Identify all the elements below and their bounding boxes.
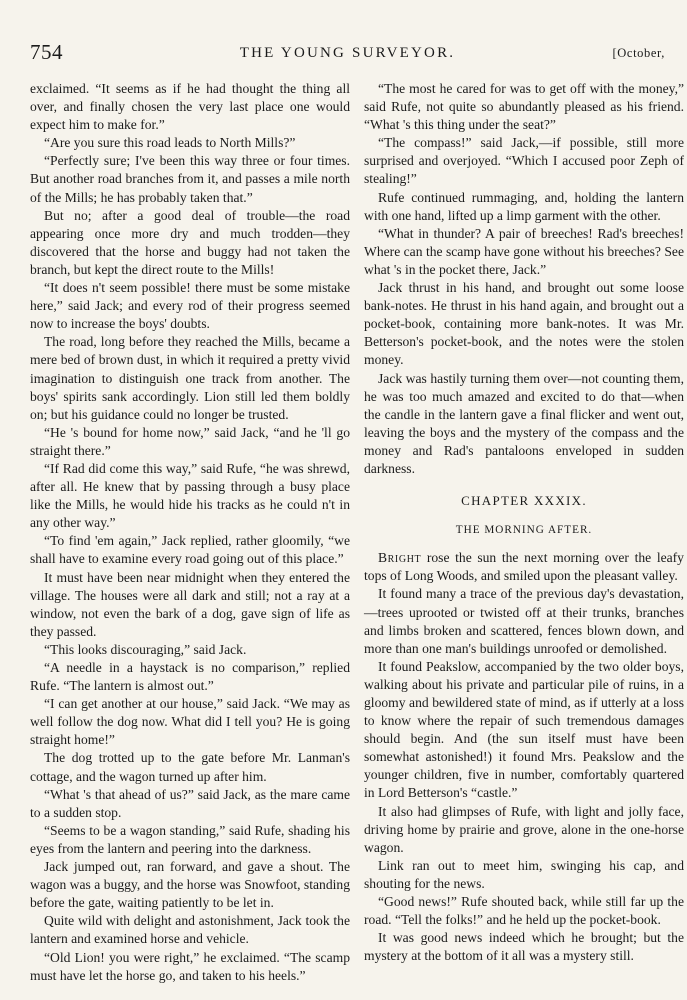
paragraph: “This looks discouraging,” said Jack.	[44, 641, 247, 657]
paragraph: Rufe continued rummaging, and, holding the lantern with one hand, lifted up a limp garment with the other.	[364, 189, 684, 223]
running-title: THE YOUNG SURVEYOR.	[239, 45, 456, 61]
opening-paragraph	[364, 549, 684, 585]
paragraph: It must have been near midnight when they entered the village. The houses were all dark and still; not a ray at a window, not even the bark of a dog, gave sign of life as they passed.	[30, 569, 350, 639]
month-label: [October,	[612, 46, 665, 60]
paragraph: Jack was hastily turning them over—not counting them, he was too much amazed and excited to do that—when the candle in the lantern gave a final flicker and went out, leaving the boys and the mystery of the compass and the money and Rad's pantaloons enveloped in sudden darkness.	[364, 370, 684, 476]
paragraph: “Old Lion! you were right,” he exclaimed. “The scamp must have let the horse go, and taken to his heels.”	[30, 949, 350, 983]
left-column	[30, 80, 350, 985]
paragraph: “To find 'em again,” Jack replied, rather gloomily, “we shall have to examine every road going out of this place.”	[30, 533, 350, 567]
paragraph: It was good news indeed which he brought; but the mystery at the bottom of it all was a mystery still.	[364, 930, 684, 964]
paragraph: It also had glimpses of Rufe, with light and jolly face, driving home by prairie and grove, alone in the one-horse wagon.	[364, 803, 684, 855]
paragraph: Jack thrust in his hand, and brought out some loose bank-notes. He thrust in his hand again, and brought out a pocket-book, containing more bank-notes. It was Mr. Betterson's pocket-book, and the notes were the stolen money.	[364, 280, 684, 368]
paragraph: “He 's bound for home now,” said Jack, “and he 'll go straight there.”	[30, 424, 350, 458]
paragraph: “Perfectly sure; I've been this way three or four times. But another road branches from it, and passes a mile north of the Mills; he has probably taken that.”	[30, 153, 350, 205]
opening-word: Bright	[378, 550, 422, 566]
paragraph: But no; after a good deal of trouble—the road appearing once more dry and much trodden—they discovered that the horse and buggy had not taken the branch, but kept the direct route to the Mills!	[30, 207, 350, 277]
paragraph: “The most he cared for was to get off with the money,” said Rufe, not quite so abundantly pleased as his friend. “What 's this thing under the seat?”	[364, 81, 684, 133]
paragraph: Jack jumped out, ran forward, and gave a shout. The wagon was a buggy, and the horse was Snowfoot, standing before the gate, waiting patiently to be let in.	[30, 859, 350, 911]
paragraph: “Are you sure this road leads to North Mills?”	[44, 135, 296, 151]
paragraph: “What 's that ahead of us?” said Jack, as the mare came to a sudden stop.	[30, 786, 350, 820]
page-header	[30, 40, 665, 70]
chapter-heading: CHAPTER XXXIX.	[461, 493, 587, 509]
paragraph: “A needle in a haystack is no comparison,” replied Rufe. “The lantern is almost out.”	[30, 660, 350, 694]
paragraph: It found Peakslow, accompanied by the two older boys, walking about his private and particular pile of ruins, in a gloomy and bewildered state of mind, as if utterly at a loss to know where the repair of such tremendous damages should begin. And (the sun itself must have been somewhat astonished!) it found Mrs. Peakslow and the younger children, five in number, comfortably quartered in Lord Betterson's “castle.”	[364, 658, 684, 801]
paragraph: “If Rad did come this way,” said Rufe, “he was shrewd, after all. He knew that by passing through a busy place like the Mills, he would hide his tracks as he could n't in any other way.”	[30, 460, 350, 531]
paragraph: “The compass!” said Jack,—if possible, still more surprised and overjoyed. “Which I accused poor Zeph of stealing!”	[364, 135, 684, 187]
paragraph: “What in thunder? A pair of breeches! Rad's breeches! Where can the scamp have gone without his breeches? See what 's in the pocket there, Jack.”	[364, 225, 684, 277]
paragraph: Quite wild with delight and astonishment, Jack took the lantern and examined horse and vehicle.	[30, 913, 350, 947]
paragraph: “Seems to be a wagon standing,” said Rufe, shading his eyes from the lantern and peering into the darkness.	[30, 822, 350, 856]
paragraph: Link ran out to meet him, swinging his cap, and shouting for the news.	[364, 857, 684, 891]
right-column	[364, 80, 684, 965]
paragraph: It found many a trace of the previous day's devastation,—trees uprooted or twisted off at their trunks, branches and limbs broken and scattered, fences blown down, and more than one man's buildings unroofed or demolished.	[364, 586, 684, 656]
paragraph: “Good news!” Rufe shouted back, while still far up the road. “Tell the folks!” and he held up the pocket-book.	[364, 894, 684, 928]
opening-text: rose the sun the next morning over the leafy tops of Long Woods, and smiled upon the pleasant valley.	[364, 550, 684, 584]
paragraph: exclaimed. “It seems as if he had thought the thing all over, and finally chosen the very last place one would expect him to make for.”	[30, 81, 350, 133]
paragraph: “I can get another at our house,” said Jack. “We may as well follow the dog now. What did I tell you? He is going straight home!”	[30, 696, 350, 748]
paragraph: The dog trotted up to the gate before Mr. Lanman's cottage, and the wagon turned up after him.	[30, 750, 350, 784]
chapter-title: THE MORNING AFTER.	[455, 524, 593, 537]
paragraph: “It does n't seem possible! there must be some mistake here,” said Jack; and every rod of their progress seemed now to increase the boys' doubts.	[30, 280, 350, 332]
paragraph: The road, long before they reached the Mills, became a mere bed of brown dust, in which it required a pretty vivid imagination to distinguish one track from another. The boys' spirits sank accordingly. Lion still led them boldly on; but his guidance could no longer be trusted.	[30, 334, 350, 422]
page-number: 754	[30, 40, 63, 64]
